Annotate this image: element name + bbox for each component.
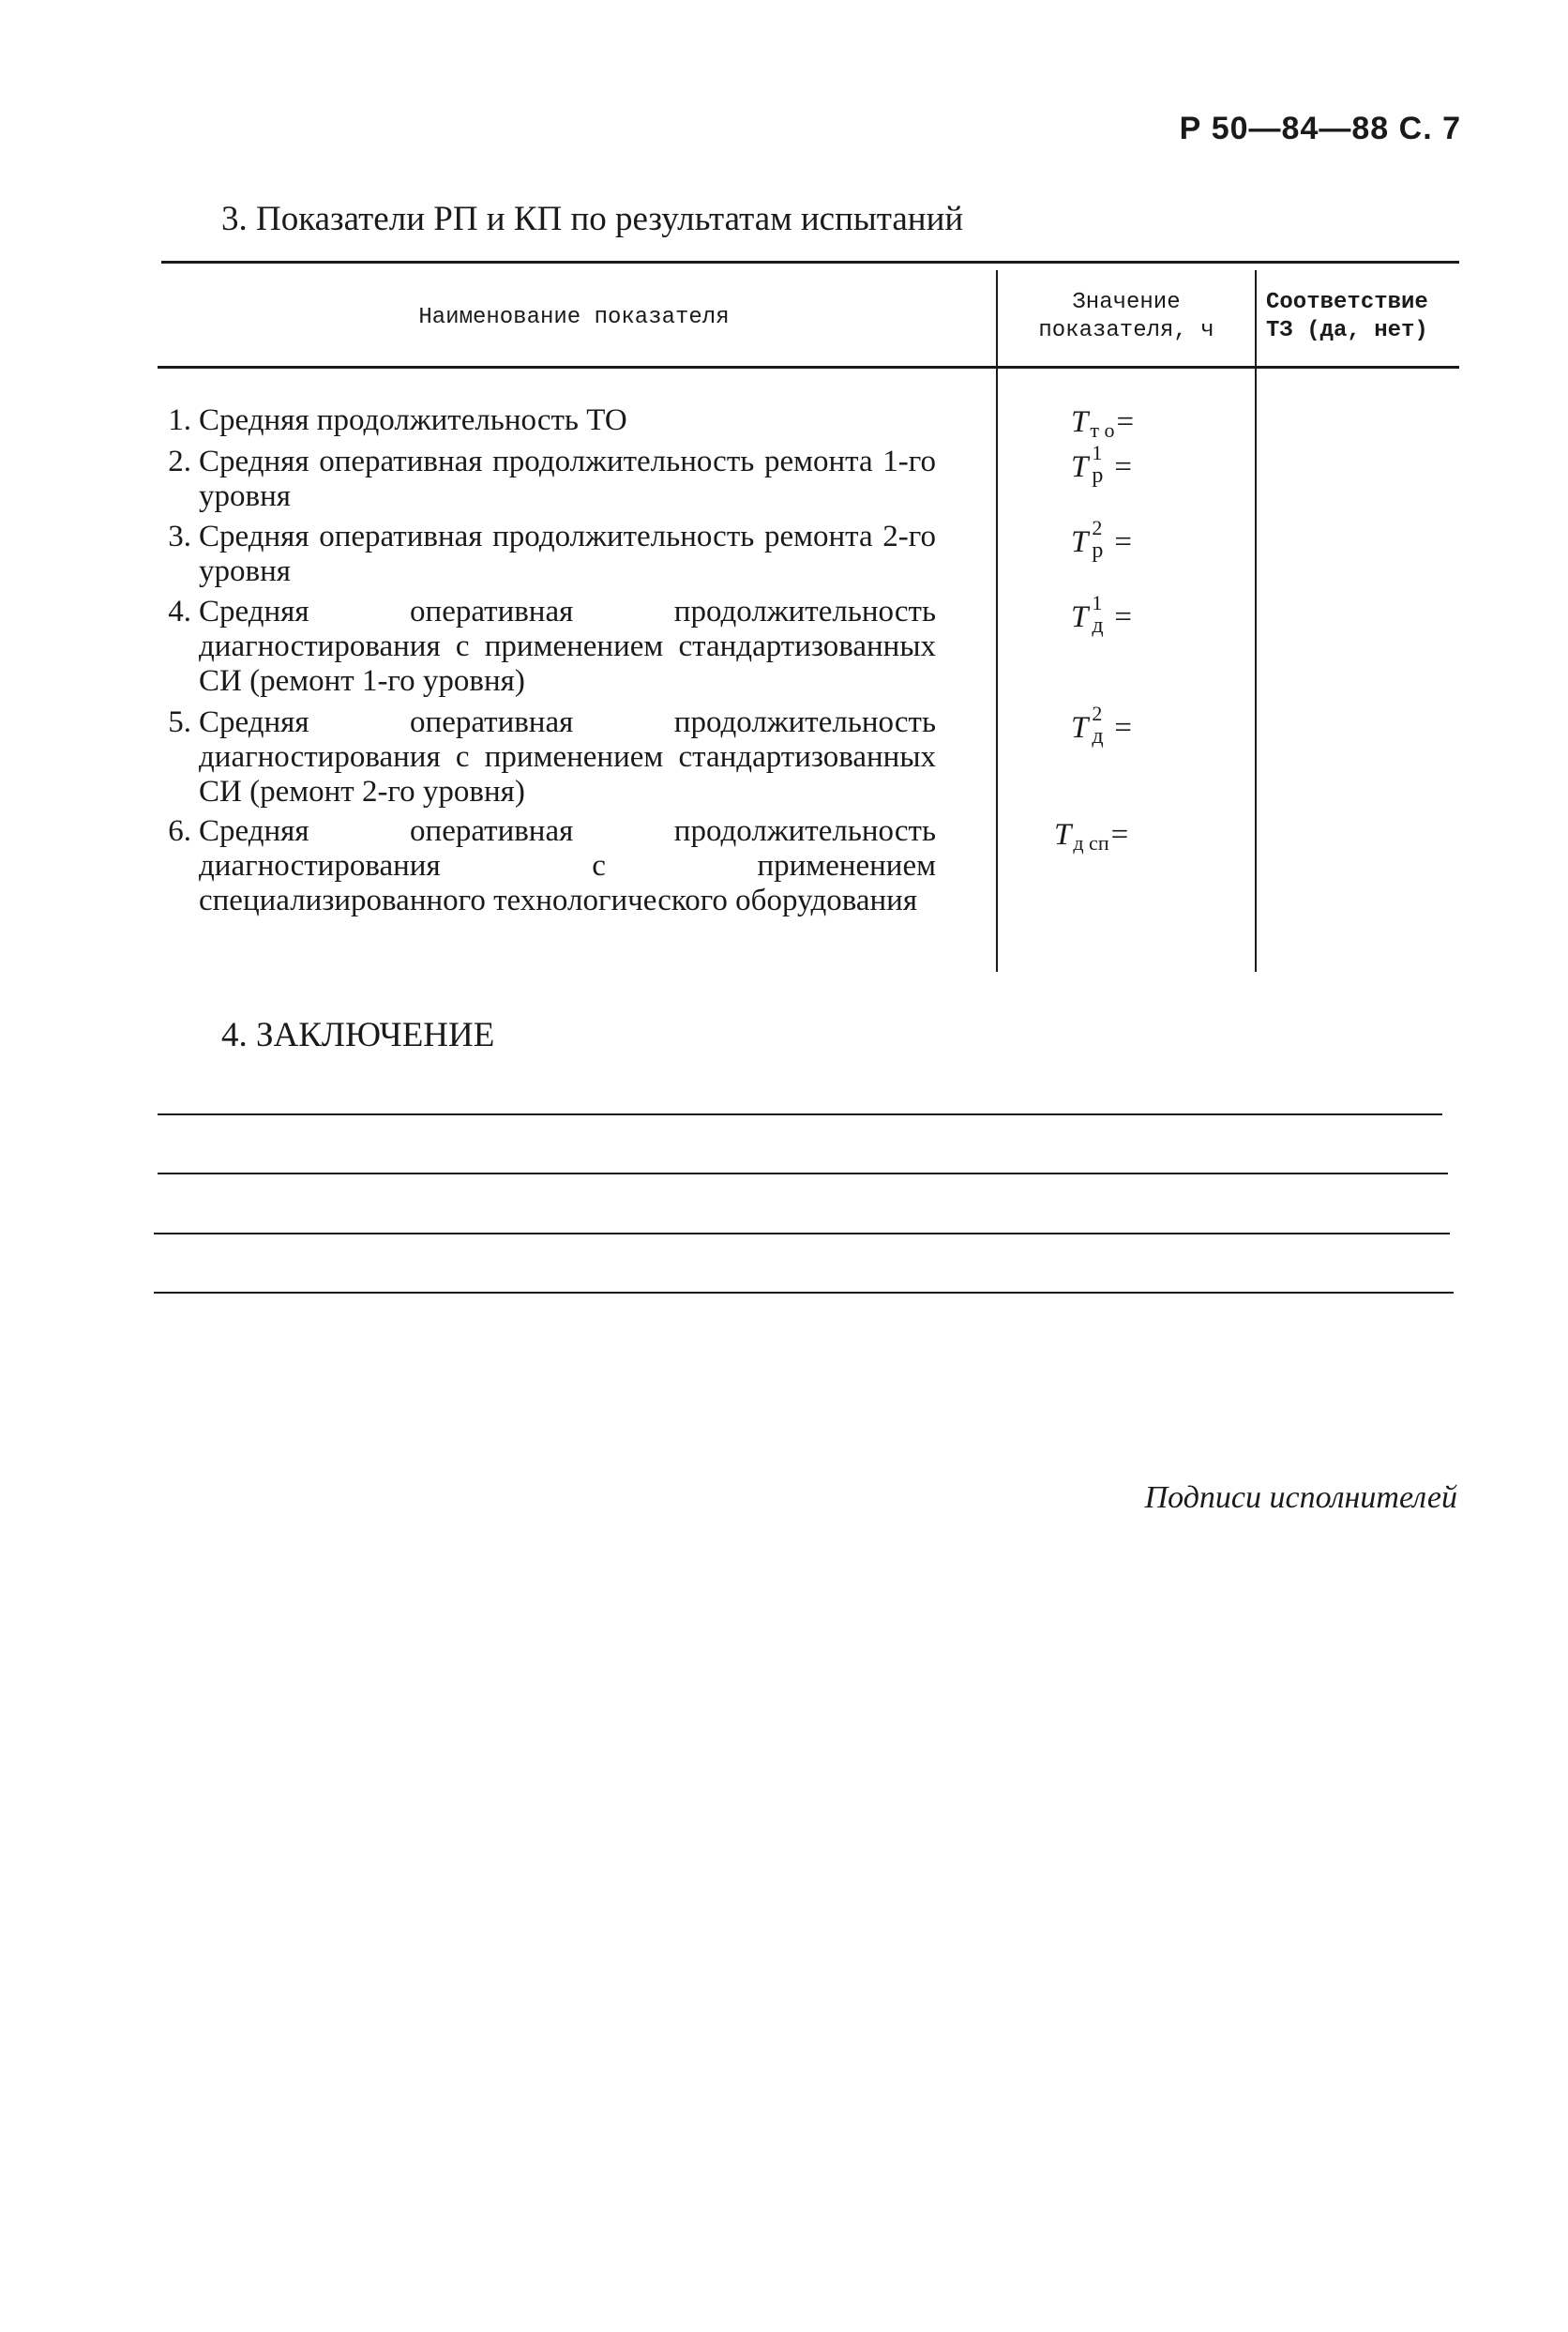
value-symbol: T	[1071, 525, 1089, 559]
table-row	[158, 520, 936, 589]
conclusion-line	[158, 1113, 1442, 1115]
value-superscript: 2	[1092, 516, 1103, 540]
row-value	[1071, 441, 1249, 489]
value-subscript: д	[1092, 613, 1104, 639]
value-symbol: T	[1071, 405, 1089, 439]
value-subscript: р	[1092, 538, 1104, 564]
section-title: 3. Показатели РП и КП по результатам испытаний	[221, 200, 964, 238]
row-number: 3.	[168, 520, 191, 553]
value-symbol: T	[1054, 818, 1072, 852]
conclusion-title: 4. ЗАКЛЮЧЕНИЕ	[221, 1016, 495, 1054]
column-divider-value	[996, 270, 998, 972]
row-number: 1.	[168, 403, 191, 437]
row-number: 4.	[168, 595, 191, 628]
header-match	[1266, 289, 1472, 345]
value-equals: =	[1114, 711, 1132, 745]
row-number: 6.	[168, 814, 191, 848]
table-top-rule	[161, 261, 1459, 264]
value-subscript: р	[1092, 463, 1104, 489]
table-row	[158, 814, 936, 918]
value-subscript: д сп	[1073, 831, 1109, 855]
table-row	[158, 595, 936, 699]
row-value	[1071, 591, 1249, 639]
header-value-line2: показателя, ч	[1038, 318, 1214, 343]
value-subscript: т о	[1090, 418, 1115, 442]
header-value	[1000, 289, 1253, 345]
header-value-line1: Значение	[1072, 290, 1181, 315]
row-number: 2.	[168, 445, 191, 478]
row-value	[1071, 405, 1249, 443]
row-text: Средняя продолжительность ТО	[199, 403, 627, 437]
value-symbol: T	[1071, 711, 1089, 745]
row-text: Средняя оперативная продолжительность диагностирования с применением стандартизованных СИ (ремонт 1-го уровня)	[199, 595, 936, 698]
row-text: Средняя оперативная продолжительность ремонта 1-го уровня	[199, 445, 936, 513]
table-row	[158, 403, 936, 438]
conclusion-line	[154, 1292, 1454, 1294]
table-header-rule	[158, 366, 1459, 369]
row-value	[1071, 516, 1249, 564]
row-text: Средняя оперативная продолжительность ремонта 2-го уровня	[199, 520, 936, 588]
table-row	[158, 705, 936, 810]
row-value	[1054, 818, 1232, 856]
header-name: Наименование показателя	[418, 305, 730, 330]
value-equals: =	[1116, 405, 1135, 439]
row-number: 5.	[168, 705, 191, 739]
value-superscript: 2	[1092, 702, 1103, 726]
value-equals: =	[1110, 818, 1129, 852]
row-value	[1071, 702, 1249, 750]
value-superscript: 1	[1092, 591, 1103, 615]
value-equals: =	[1114, 450, 1132, 484]
header-match-line1: Соответствие	[1266, 290, 1428, 315]
page-code: Р 50—84—88 С. 7	[1179, 111, 1461, 146]
column-divider-match	[1255, 270, 1257, 972]
value-equals: =	[1114, 525, 1132, 559]
conclusion-line	[154, 1233, 1450, 1234]
table-row	[158, 445, 936, 514]
value-subscript: д	[1092, 724, 1104, 750]
value-symbol: T	[1071, 600, 1089, 634]
value-symbol: T	[1071, 450, 1089, 484]
row-text: Средняя оперативная продолжительность диагностирования с применением стандартизованных СИ (ремонт 2-го уровня)	[199, 705, 936, 809]
value-superscript: 1	[1092, 441, 1103, 465]
header-match-line2: ТЗ (да, нет)	[1266, 318, 1428, 343]
row-text: Средняя оперативная продолжительность диагностирования с применением специализированного технологического оборудования	[199, 814, 936, 917]
signatures-caption: Подписи исполнителей	[1144, 1480, 1457, 1515]
value-equals: =	[1114, 600, 1132, 634]
conclusion-line	[158, 1173, 1448, 1174]
